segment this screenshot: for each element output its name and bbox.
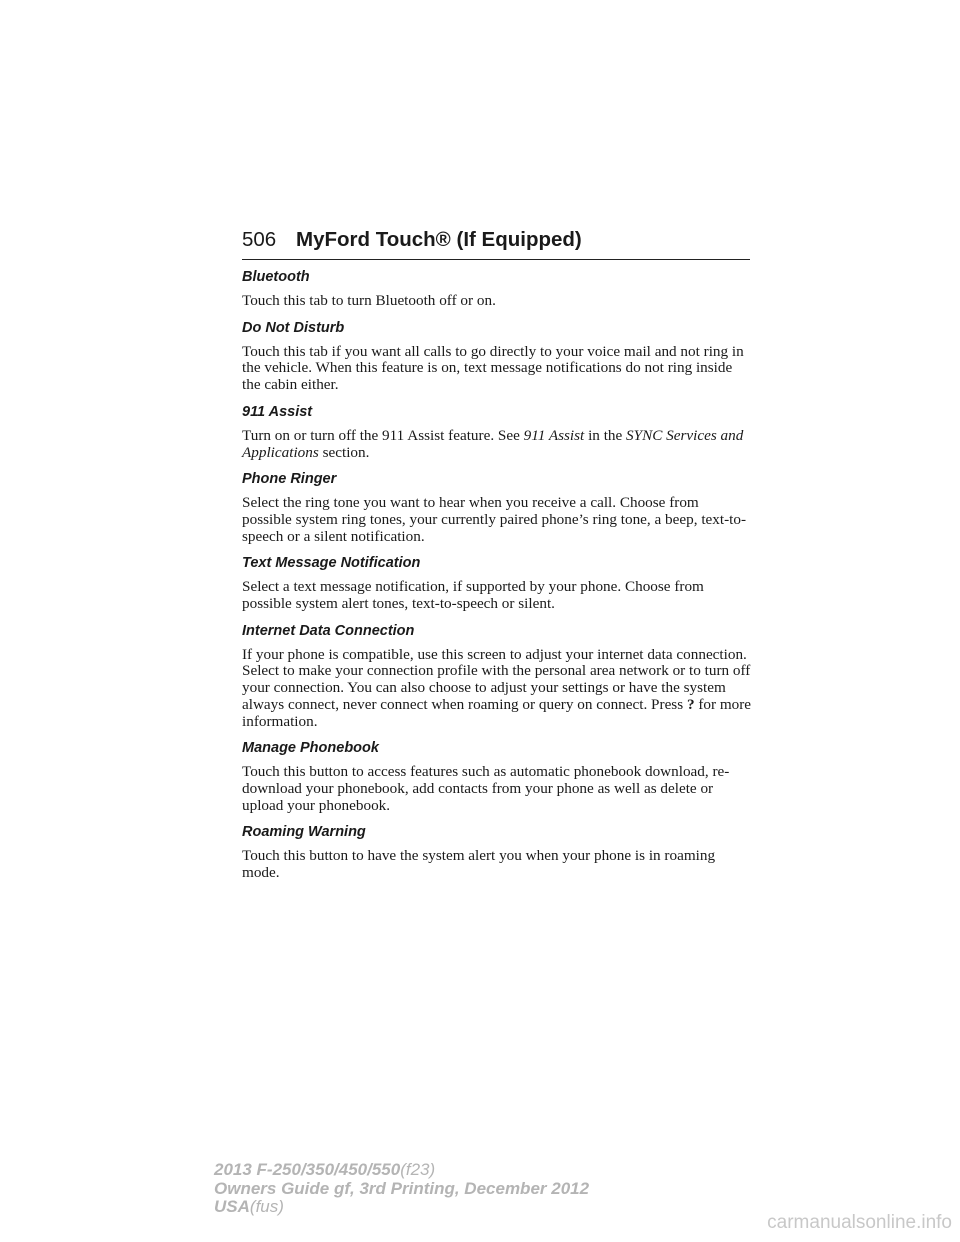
entry-heading: Text Message Notification xyxy=(242,555,421,572)
page-content xyxy=(242,269,752,892)
section-title: MyFord Touch® (If Equipped) xyxy=(296,228,582,251)
entry-body: Touch this tab to turn Bluetooth off or on. xyxy=(242,292,496,309)
page-number: 506 xyxy=(242,228,277,251)
entry-body: Select a text message notification, if supported by your phone. Choose from possible system alert tones, text-to-speech or silent. xyxy=(242,578,704,613)
entry-manage-phonebook xyxy=(242,740,752,814)
entry-heading: Manage Phonebook xyxy=(242,740,379,757)
footer-market-code: (fus) xyxy=(249,1197,284,1216)
help-icon: ? xyxy=(686,695,695,713)
entry-body: Select the ring tone you want to hear when you receive a call. Choose from possible system ring tones, your currently paired phone’s ring tone, a beep, text-to-speech or a silent notification. xyxy=(242,494,747,545)
entry-heading: Bluetooth xyxy=(242,269,310,285)
cross-reference-sync-section: SYNC Services and Applications xyxy=(242,426,744,461)
entry-phone-ringer xyxy=(242,471,752,545)
entry-do-not-disturb xyxy=(242,320,752,394)
footer-market-line xyxy=(214,1198,589,1217)
page-header xyxy=(242,228,750,252)
cross-reference-911-assist: 911 Assist xyxy=(523,426,585,444)
body-text: section. xyxy=(318,443,370,461)
entry-text-message-notification xyxy=(242,555,752,612)
entry-body xyxy=(242,428,752,461)
entry-heading: Do Not Disturb xyxy=(242,319,345,336)
footer-market: USA xyxy=(214,1197,250,1216)
header-divider xyxy=(242,259,750,260)
body-text: in the xyxy=(584,426,627,444)
entry-internet-data-connection xyxy=(242,623,752,731)
entry-heading: Roaming Warning xyxy=(242,824,366,841)
entry-heading: Internet Data Connection xyxy=(242,622,415,639)
entry-heading: 911 Assist xyxy=(242,403,313,420)
entry-body: Touch this button to access features such as automatic phonebook download, re-download your phonebook, add contacts from your phone as well as delete or upload your phonebook. xyxy=(242,763,730,814)
entry-heading: Phone Ringer xyxy=(242,471,337,488)
footer-model-line xyxy=(214,1161,589,1180)
entry-911-assist xyxy=(242,404,752,461)
entry-body: Touch this tab if you want all calls to go directly to your voice mail and not ring in the vehicle. When this feature is on, text message notifications do not ring inside the cabin either. xyxy=(242,342,744,394)
body-text: for more information. xyxy=(242,695,752,730)
watermark: carmanualsonline.info xyxy=(767,1212,952,1233)
entry-body: Touch this button to have the system alert you when your phone is in roaming mode. xyxy=(242,847,716,882)
body-text: If your phone is compatible, use this screen to adjust your internet data connection. Select to make your connection profile with the personal area network or to turn off your connection. You can also choose to adjust your settings or have the system always connect, never connect when roaming or query on connect. Press xyxy=(242,645,751,713)
footer-model-code: (f23) xyxy=(400,1160,436,1179)
footer-model: 2013 F-250/350/450/550 xyxy=(214,1160,401,1179)
entry-roaming-warning xyxy=(242,824,752,881)
page-footer xyxy=(214,1161,589,1217)
entry-body xyxy=(242,647,752,731)
entry-bluetooth xyxy=(242,269,752,310)
body-text: Turn on or turn off the 911 Assist feature. See xyxy=(242,426,524,444)
footer-printing-line: Owners Guide gf, 3rd Printing, December 2012 xyxy=(214,1178,590,1198)
